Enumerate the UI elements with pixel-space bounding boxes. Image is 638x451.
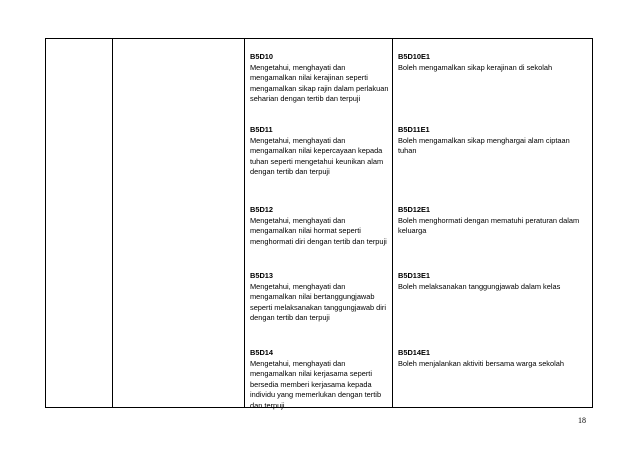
standard-code: B5D13 <box>250 271 274 280</box>
standard-cell <box>250 205 391 247</box>
standard-cell <box>250 271 391 324</box>
column-divider-1 <box>112 39 113 407</box>
evidence-cell <box>398 52 588 73</box>
standard-description: Mengetahui, menghayati dan mengamalkan nilai kepercayaan kepada tuhan seperti mengetahui keunikan alam dengan tertib dan terpuji <box>250 135 384 177</box>
evidence-code: B5D14E1 <box>398 348 431 357</box>
standard-cell <box>250 125 391 178</box>
evidence-description: Boleh melaksanakan tanggungjawab dalam kelas <box>398 281 561 291</box>
evidence-code: B5D12E1 <box>398 205 431 214</box>
standards-table <box>45 38 593 408</box>
evidence-cell <box>398 205 588 237</box>
evidence-description: Boleh mengamalkan sikap kerajinan di sekolah <box>398 62 553 72</box>
standard-code: B5D14 <box>250 348 274 357</box>
evidence-code: B5D13E1 <box>398 271 431 280</box>
evidence-cell <box>398 125 588 157</box>
standard-description: Mengetahui, menghayati dan mengamalkan nilai kerajinan seperti mengamalkan sikap rajin dalam perlakuan seharian dengan tertib dan terpuji <box>250 62 389 104</box>
standard-cell <box>250 348 391 412</box>
standard-description: Mengetahui, menghayati dan mengamalkan nilai hormat seperti menghormati diri dengan tertib dan terpuji <box>250 215 387 246</box>
standard-code: B5D12 <box>250 205 274 214</box>
evidence-description: Boleh mengamalkan sikap menghargai alam ciptaan tuhan <box>398 135 570 156</box>
standard-cell <box>250 52 391 105</box>
evidence-cell <box>398 348 588 369</box>
page-number: 18 <box>578 416 586 425</box>
column-divider-2 <box>244 39 245 407</box>
evidence-code: B5D10E1 <box>398 52 431 61</box>
standard-code: B5D11 <box>250 125 273 134</box>
evidence-description: Boleh menghormati dengan mematuhi peraturan dalam keluarga <box>398 215 580 236</box>
standard-description: Mengetahui, menghayati dan mengamalkan nilai kerjasama seperti bersedia memberi kerjasama kepada individu yang memerlukan dengan tertib dan terpuji <box>250 358 382 410</box>
evidence-description: Boleh menjalankan aktiviti bersama warga sekolah <box>398 358 564 368</box>
evidence-code: B5D11E1 <box>398 125 430 134</box>
column-divider-3 <box>392 39 393 407</box>
standard-code: B5D10 <box>250 52 274 61</box>
evidence-cell <box>398 271 588 292</box>
standard-description: Mengetahui, menghayati dan mengamalkan nilai bertanggungjawab seperti melaksanakan tanggungjawab diri dengan tertib dan terpuji <box>250 281 386 323</box>
